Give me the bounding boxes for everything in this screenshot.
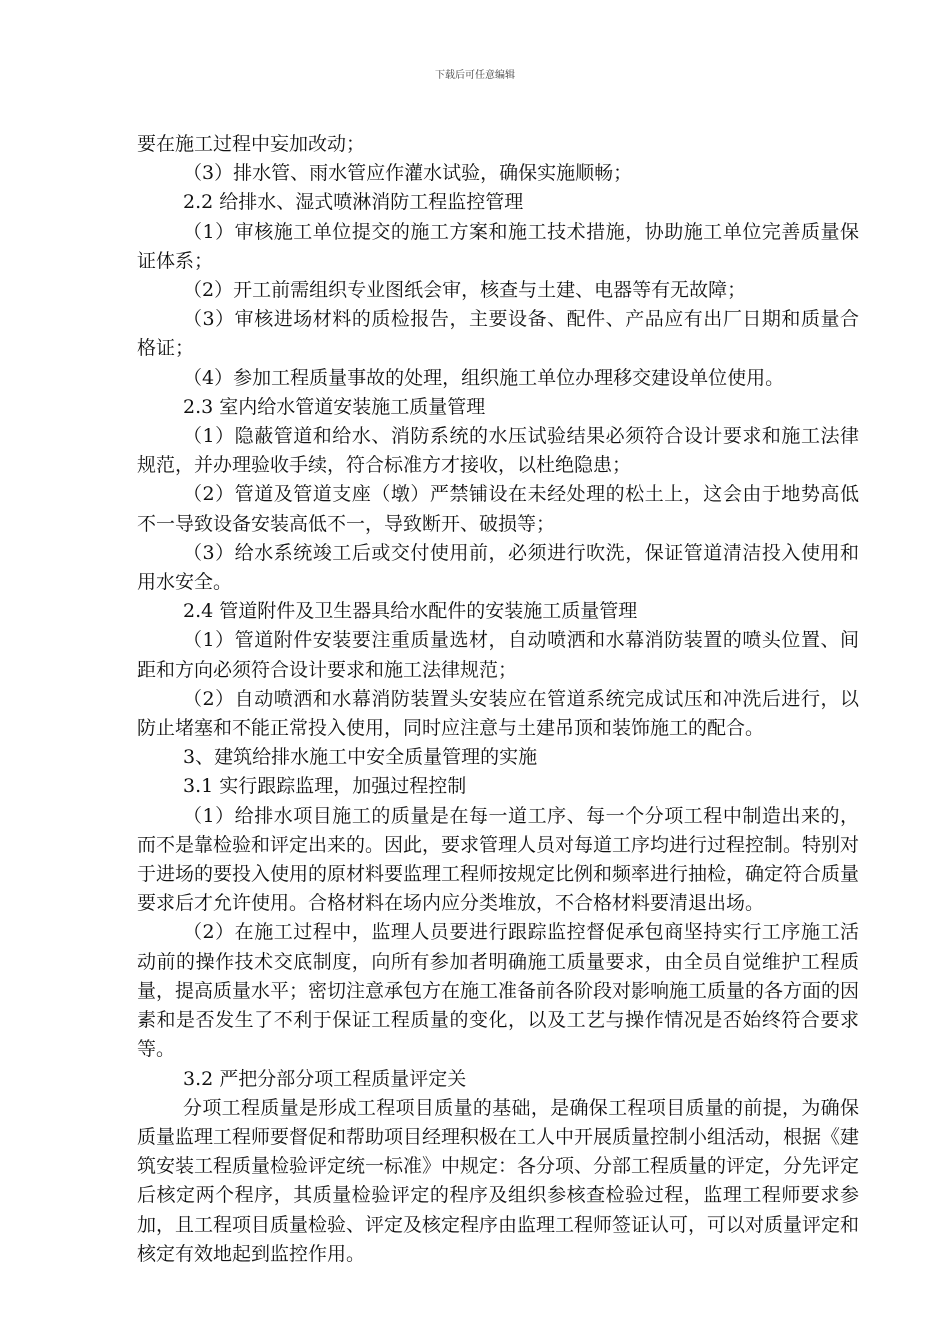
paragraph: （2）开工前需组织专业图纸会审，核查与土建、电器等有无故障； xyxy=(183,279,747,302)
paragraph: 3、建筑给排水施工中安全质量管理的实施 xyxy=(183,746,538,769)
paragraph: 2.2 给排水、湿式喷淋消防工程监控管理 xyxy=(183,191,524,214)
paragraph: 2.4 管道附件及卫生器具给水配件的安装施工质量管理 xyxy=(183,600,638,623)
paragraph: 分项工程质量是形成工程项目质量的基础，是确保工程项目质量的前提，为确保质量监理工程师要督促和帮助项目经理积极在工人中开展质量控制小组活动，根据《建筑安装工程质量检验评定统一标准》中规定：各分项、分部工程质量的评定，分先评定后核定两个程序，其质量检验评定的程序及组织参核查检验过程，监理工程师要求参加，且工程项目质量检验、评定及核定程序由监理工程师签证认可，可以对质量评定和核定有效地起到监控作用。 xyxy=(137,1096,860,1265)
paragraph: （1）给排水项目施工的质量是在每一道工序、每一个分项工程中制造出来的，而不是靠检验和评定出来的。因此，要求管理人员对每道工序均进行过程控制。特别对于进场的要投入使用的原材料要监理工程师按规定比例和频率进行抽检，确定符合质量要求后才允许使用。合格材料在场内应分类堆放，不合格材料要清退出场。 xyxy=(137,804,860,915)
paragraph: 要在施工过程中妄加改动； xyxy=(137,133,366,155)
paragraph: （4）参加工程质量事故的处理，组织施工单位办理移交建设单位使用。 xyxy=(183,366,785,389)
paragraph: 3.2 严把分部分项工程质量评定关 xyxy=(183,1067,467,1090)
paragraph: 2.3 室内给水管道安装施工质量管理 xyxy=(183,395,486,418)
paragraph: （2）在施工过程中，监理人员要进行跟踪监控督促承包商坚持实行工序施工活动前的操作技术交底制度，向所有参加者明确施工质量要求，由全员自觉维护工程质量，提高质量水平；密切注意承包方在施工准备前各阶段对影响施工质量的各方面的因素和是否发生了不利于保证工程质量的变化，以及工艺与操作情况是否始终符合要求等。 xyxy=(137,921,860,1061)
paragraph: 3.1 实行跟踪监理，加强过程控制 xyxy=(183,775,467,798)
paragraph: （2）自动喷洒和水幕消防装置头安装应在管道系统完成试压和冲洗后进行，以防止堵塞和不能正常投入使用，同时应注意与土建吊顶和装饰施工的配合。 xyxy=(137,687,859,740)
document-body xyxy=(137,130,859,1269)
paragraph: （1）隐蔽管道和给水、消防系统的水压试验结果必须符合设计要求和施工法律规范，并办理验收手续，符合标准方才接收，以杜绝隐患； xyxy=(137,425,859,477)
paragraph: （2）管道及管道支座（墩）严禁铺设在未经处理的松土上，这会由于地势高低不一导致设备安装高低不一，导致断开、破损等； xyxy=(137,483,859,535)
page-header: 下载后可任意编辑 xyxy=(435,70,515,81)
paragraph: （1）管道附件安装要注重质量选材，自动喷洒和水幕消防装置的喷头位置、间距和方向必须符合设计要求和施工法律规范； xyxy=(137,629,859,681)
paragraph: （1）审核施工单位提交的施工方案和施工技术措施，协助施工单位完善质量保证体系； xyxy=(137,220,859,272)
paragraph: （3）排水管、雨水管应作灌水试验，确保实施顺畅； xyxy=(183,162,633,185)
paragraph: （3）给水系统竣工后或交付使用前，必须进行吹洗，保证管道清洁投入使用和用水安全。 xyxy=(137,541,859,594)
paragraph: （3）审核进场材料的质检报告，主要设备、配件、产品应有出厂日期和质量合格证； xyxy=(137,308,859,360)
